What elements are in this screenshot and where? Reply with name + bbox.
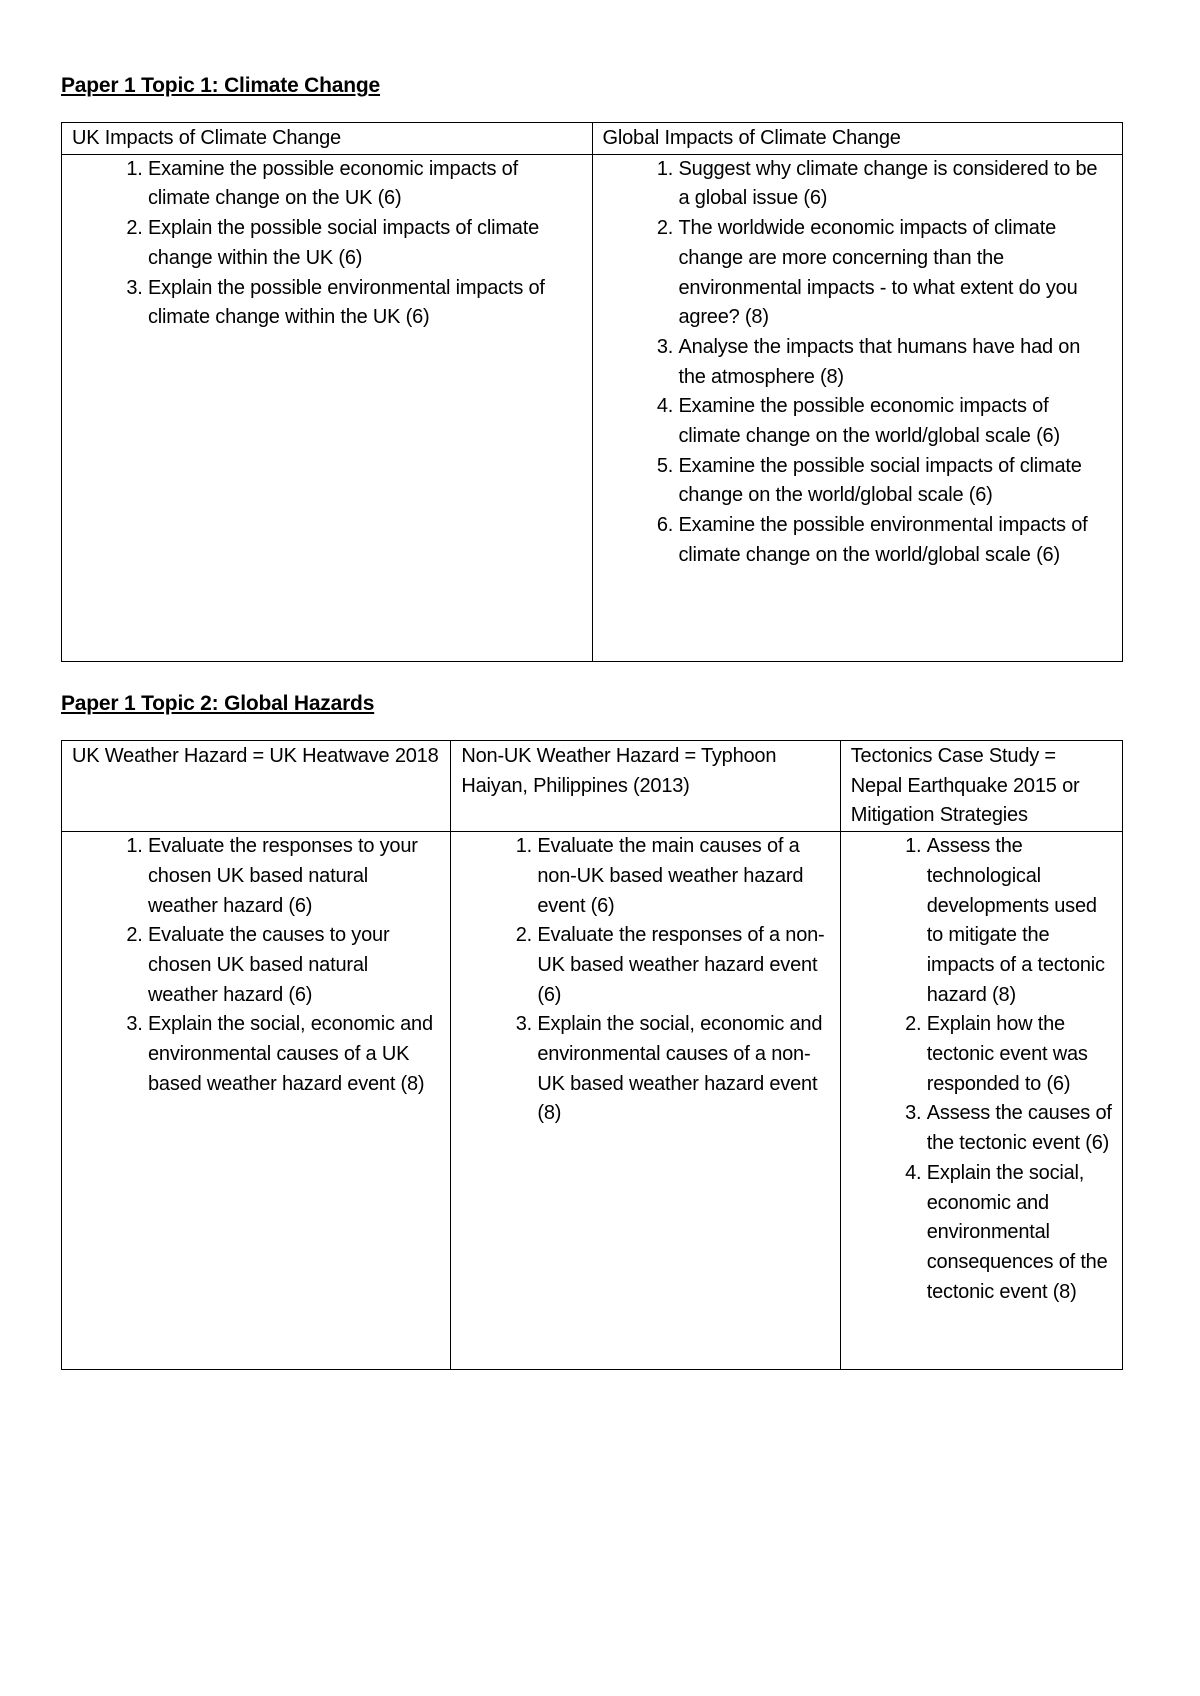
topic1-header-row xyxy=(62,123,1123,155)
list-item: 3. Explain the social, economic and environmental causes of a non-UK based weather hazard event (8) xyxy=(537,1010,829,1129)
list-item: 2. Explain how the tectonic event was responded to (6) xyxy=(927,1010,1112,1099)
list-item: 4. Examine the possible economic impacts of climate change on the world/global scale (6) xyxy=(679,392,1113,451)
list-item: 1. Suggest why climate change is considered to be a global issue (6) xyxy=(679,155,1113,214)
topic2-section xyxy=(61,690,1123,1370)
list-item: 2. Evaluate the responses of a non-UK based weather hazard event (6) xyxy=(537,921,829,1010)
topic2-col3-list xyxy=(851,832,1112,1307)
topic2-col2-header: Non-UK Weather Hazard = Typhoon Haiyan, Philippines (2013) xyxy=(451,741,840,832)
topic2-table xyxy=(61,740,1123,1370)
list-item: 4. Explain the social, economic and environmental consequences of the tectonic event (8) xyxy=(927,1159,1112,1308)
topic1-table xyxy=(61,122,1123,662)
list-item: 1. Assess the technological developments used to mitigate the impacts of a tectonic hazard (8) xyxy=(927,832,1112,1010)
list-item: 3. Explain the social, economic and environmental causes of a UK based weather hazard event (8) xyxy=(148,1010,440,1099)
list-item: 3. Analyse the impacts that humans have had on the atmosphere (8) xyxy=(679,333,1113,392)
topic1-col2-header: Global Impacts of Climate Change xyxy=(592,123,1123,155)
topic1-col1-cell xyxy=(62,154,593,661)
topic2-header-row xyxy=(62,741,1123,832)
topic2-col2-list xyxy=(461,832,829,1129)
list-item: 3. Assess the causes of the tectonic event (6) xyxy=(927,1099,1112,1158)
topic1-heading: Paper 1 Topic 1: Climate Change xyxy=(61,74,380,97)
topic2-col3-header: Tectonics Case Study = Nepal Earthquake 2015 or Mitigation Strategies xyxy=(840,741,1122,832)
topic2-heading: Paper 1 Topic 2: Global Hazards xyxy=(61,692,375,715)
list-item: 2. Evaluate the causes to your chosen UK based natural weather hazard (6) xyxy=(148,921,440,1010)
topic1-col1-list xyxy=(72,155,582,333)
list-item: 2. Explain the possible social impacts of climate change within the UK (6) xyxy=(148,214,582,273)
topic1-col2-list xyxy=(603,155,1113,571)
topic2-col1-header: UK Weather Hazard = UK Heatwave 2018 xyxy=(62,741,451,832)
topic1-section xyxy=(61,72,1123,662)
topic2-col1-list xyxy=(72,832,440,1099)
topic2-col1-cell xyxy=(62,832,451,1370)
list-item: 6. Examine the possible environmental impacts of climate change on the world/global scale (6) xyxy=(679,511,1113,570)
topic1-col1-header: UK Impacts of Climate Change xyxy=(62,123,593,155)
list-item: 2. The worldwide economic impacts of climate change are more concerning than the environmental impacts - to what extent do you agree? (8) xyxy=(679,214,1113,333)
list-item: 1. Evaluate the responses to your chosen UK based natural weather hazard (6) xyxy=(148,832,440,921)
list-item: 1. Examine the possible economic impacts of climate change on the UK (6) xyxy=(148,155,582,214)
topic2-body-row xyxy=(62,832,1123,1370)
list-item: 3. Explain the possible environmental impacts of climate change within the UK (6) xyxy=(148,274,582,333)
topic1-body-row xyxy=(62,154,1123,661)
topic2-col3-cell xyxy=(840,832,1122,1370)
topic2-col2-cell xyxy=(451,832,840,1370)
list-item: 5. Examine the possible social impacts of climate change on the world/global scale (6) xyxy=(679,452,1113,511)
topic1-col2-cell xyxy=(592,154,1123,661)
list-item: 1. Evaluate the main causes of a non-UK based weather hazard event (6) xyxy=(537,832,829,921)
